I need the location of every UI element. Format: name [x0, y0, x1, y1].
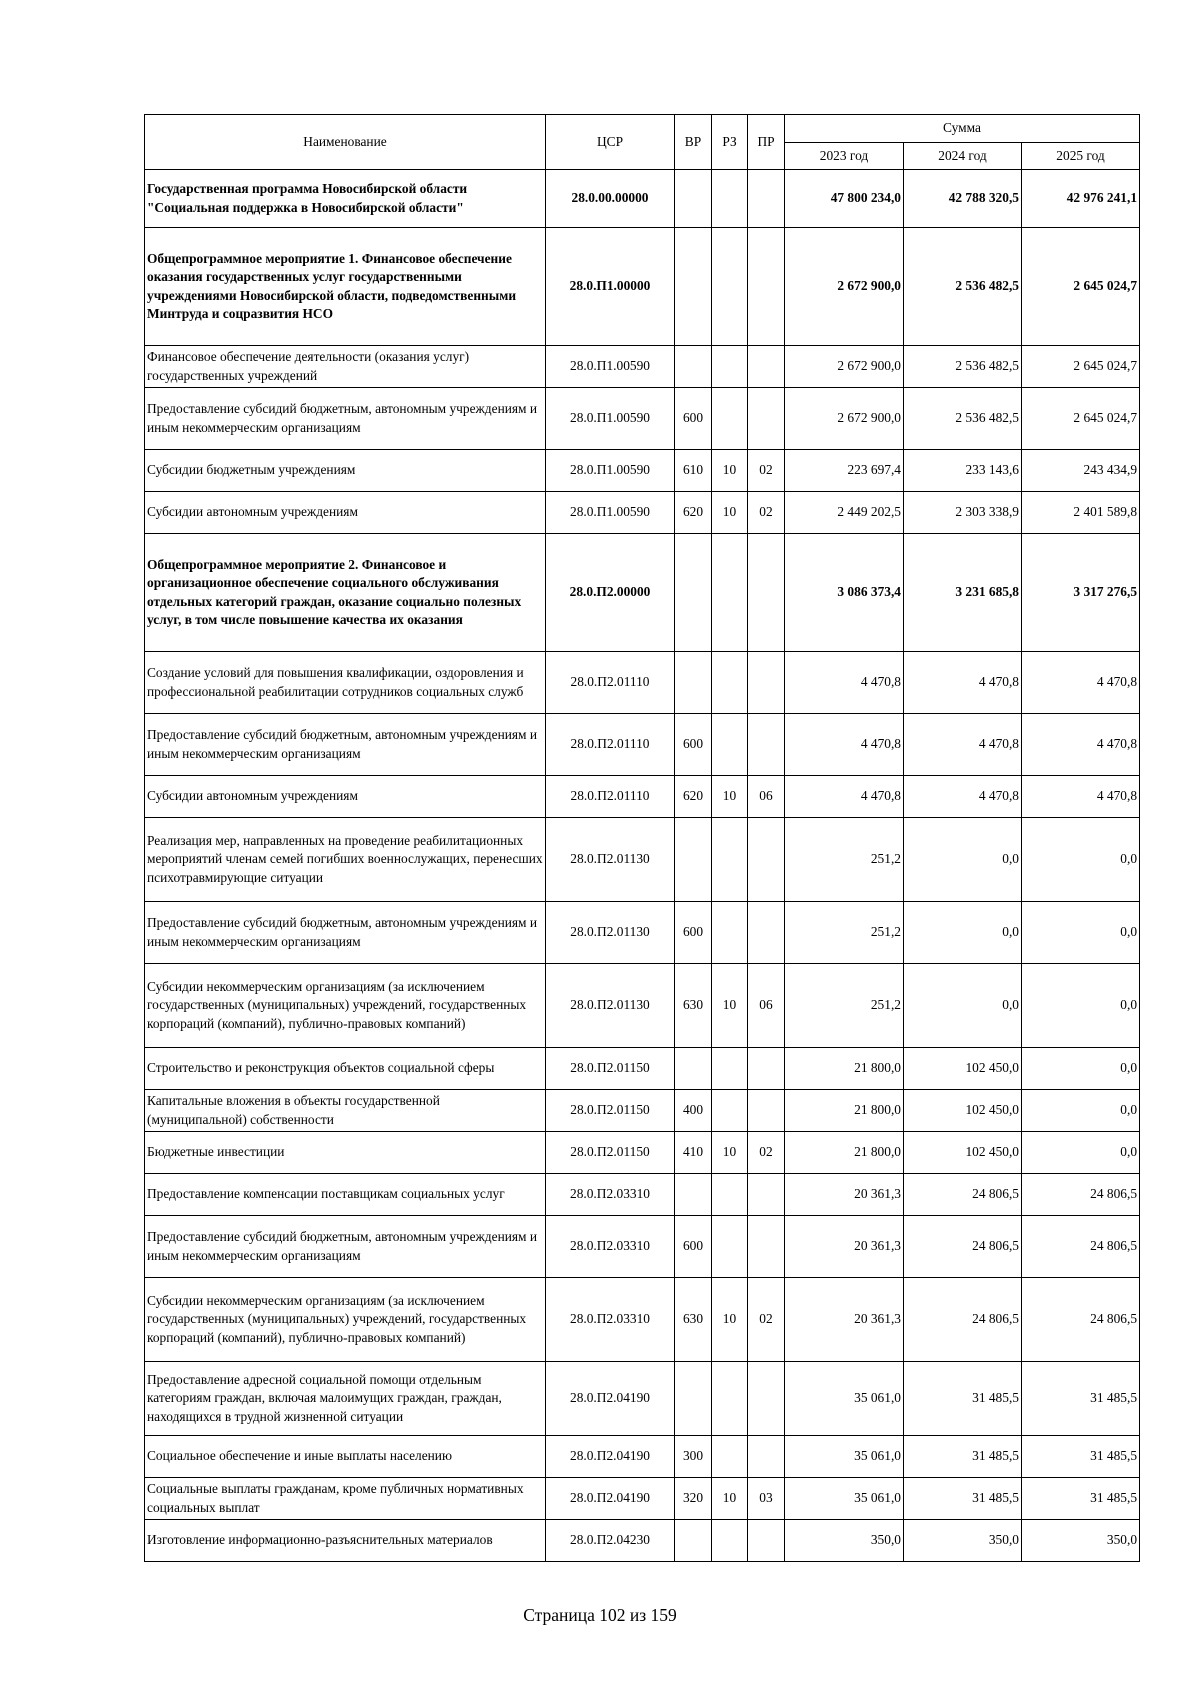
cell-2025: 0,0: [1022, 964, 1140, 1048]
cell-2025: 3 317 276,5: [1022, 534, 1140, 652]
cell-2023: 20 361,3: [785, 1278, 904, 1362]
cell-2025: 0,0: [1022, 1132, 1140, 1174]
cell-rz: 10: [712, 492, 748, 534]
cell-csr: 28.0.П2.04190: [546, 1436, 675, 1478]
cell-2023: 2 449 202,5: [785, 492, 904, 534]
cell-vr: 410: [675, 1132, 712, 1174]
cell-pr: 06: [748, 776, 785, 818]
cell-name: Предоставление субсидий бюджетным, автономным учреждениям и иным некоммерческим организациям: [145, 388, 546, 450]
page-number: Страница 102 из 159: [523, 1605, 677, 1625]
cell-pr: [748, 1090, 785, 1132]
cell-name: Государственная программа Новосибирской области "Социальная поддержка в Новосибирской области": [145, 170, 546, 228]
header-year-2025: 2025 год: [1022, 143, 1140, 170]
cell-2025: 0,0: [1022, 1048, 1140, 1090]
cell-csr: 28.0.П2.01130: [546, 902, 675, 964]
cell-csr: 28.0.00.00000: [546, 170, 675, 228]
cell-2025: 31 485,5: [1022, 1362, 1140, 1436]
table-row: [145, 1132, 1140, 1174]
cell-name: Предоставление субсидий бюджетным, автономным учреждениям и иным некоммерческим организациям: [145, 714, 546, 776]
cell-rz: [712, 1048, 748, 1090]
cell-name: Субсидии автономным учреждениям: [145, 776, 546, 818]
cell-2023: 2 672 900,0: [785, 228, 904, 346]
budget-body: [145, 170, 1140, 1562]
cell-name: Субсидии некоммерческим организациям (за исключением государственных (муниципальных) учреждений, государственных корпораций (компаний), публично-правовых компаний): [145, 1278, 546, 1362]
cell-csr: 28.0.П2.03310: [546, 1278, 675, 1362]
cell-2024: 0,0: [904, 818, 1022, 902]
cell-rz: [712, 1216, 748, 1278]
cell-vr: 630: [675, 1278, 712, 1362]
header-name: Наименование: [145, 115, 546, 170]
cell-vr: [675, 1048, 712, 1090]
cell-pr: [748, 346, 785, 388]
header-csr: ЦСР: [546, 115, 675, 170]
cell-rz: [712, 1436, 748, 1478]
cell-pr: 02: [748, 1132, 785, 1174]
cell-name: Социальное обеспечение и иные выплаты населению: [145, 1436, 546, 1478]
cell-vr: [675, 1362, 712, 1436]
cell-name: Предоставление субсидий бюджетным, автономным учреждениям и иным некоммерческим организациям: [145, 902, 546, 964]
cell-vr: 610: [675, 450, 712, 492]
cell-rz: [712, 388, 748, 450]
table-row: [145, 902, 1140, 964]
cell-2023: 4 470,8: [785, 776, 904, 818]
header-pr: ПР: [748, 115, 785, 170]
cell-pr: [748, 652, 785, 714]
header-year-2023: 2023 год: [785, 143, 904, 170]
cell-2024: 4 470,8: [904, 776, 1022, 818]
cell-2025: 2 645 024,7: [1022, 346, 1140, 388]
cell-vr: [675, 1174, 712, 1216]
cell-2023: 4 470,8: [785, 652, 904, 714]
cell-rz: [712, 228, 748, 346]
cell-csr: 28.0.П1.00590: [546, 450, 675, 492]
cell-csr: 28.0.П2.01110: [546, 652, 675, 714]
cell-2023: 251,2: [785, 902, 904, 964]
cell-2025: 4 470,8: [1022, 652, 1140, 714]
cell-vr: [675, 1520, 712, 1562]
cell-csr: 28.0.П2.01130: [546, 818, 675, 902]
cell-name: Субсидии бюджетным учреждениям: [145, 450, 546, 492]
cell-2024: 2 536 482,5: [904, 346, 1022, 388]
cell-pr: [748, 1436, 785, 1478]
cell-name: Бюджетные инвестиции: [145, 1132, 546, 1174]
cell-vr: [675, 652, 712, 714]
cell-2025: 350,0: [1022, 1520, 1140, 1562]
cell-csr: 28.0.П2.01130: [546, 964, 675, 1048]
cell-2023: 2 672 900,0: [785, 346, 904, 388]
cell-name: Общепрограммное мероприятие 2. Финансовое и организационное обеспечение социального обслуживания отдельных категорий граждан, оказание социально полезных услуг, в том числе повышение качества их оказания: [145, 534, 546, 652]
table-row: [145, 964, 1140, 1048]
cell-csr: 28.0.П2.03310: [546, 1216, 675, 1278]
cell-rz: [712, 346, 748, 388]
table-row: [145, 714, 1140, 776]
cell-2023: 3 086 373,4: [785, 534, 904, 652]
cell-2023: 20 361,3: [785, 1216, 904, 1278]
cell-rz: [712, 1362, 748, 1436]
cell-rz: 10: [712, 776, 748, 818]
cell-vr: 400: [675, 1090, 712, 1132]
cell-name: Капитальные вложения в объекты государственной (муниципальной) собственности: [145, 1090, 546, 1132]
cell-2024: 2 536 482,5: [904, 228, 1022, 346]
cell-csr: 28.0.П2.04190: [546, 1478, 675, 1520]
cell-name: Предоставление субсидий бюджетным, автономным учреждениям и иным некоммерческим организациям: [145, 1216, 546, 1278]
cell-pr: [748, 1216, 785, 1278]
cell-rz: 10: [712, 1478, 748, 1520]
table-row: [145, 1048, 1140, 1090]
cell-csr: 28.0.П2.01150: [546, 1048, 675, 1090]
cell-2024: 42 788 320,5: [904, 170, 1022, 228]
cell-2025: 2 645 024,7: [1022, 228, 1140, 346]
cell-pr: [748, 1520, 785, 1562]
header-year-2024: 2024 год: [904, 143, 1022, 170]
cell-2025: 31 485,5: [1022, 1436, 1140, 1478]
cell-2024: 24 806,5: [904, 1216, 1022, 1278]
cell-pr: [748, 714, 785, 776]
cell-csr: 28.0.П2.00000: [546, 534, 675, 652]
cell-pr: [748, 818, 785, 902]
cell-rz: [712, 818, 748, 902]
cell-pr: [748, 902, 785, 964]
cell-2024: 31 485,5: [904, 1362, 1022, 1436]
cell-pr: 06: [748, 964, 785, 1048]
cell-2023: 251,2: [785, 964, 904, 1048]
cell-name: Предоставление компенсации поставщикам социальных услуг: [145, 1174, 546, 1216]
cell-name: Субсидии автономным учреждениям: [145, 492, 546, 534]
cell-name: Создание условий для повышения квалификации, оздоровления и профессиональной реабилитации сотрудников социальных служб: [145, 652, 546, 714]
cell-rz: [712, 714, 748, 776]
cell-pr: [748, 170, 785, 228]
cell-2024: 102 450,0: [904, 1090, 1022, 1132]
cell-csr: 28.0.П2.01150: [546, 1090, 675, 1132]
cell-2024: 0,0: [904, 964, 1022, 1048]
table-row: [145, 1362, 1140, 1436]
cell-rz: [712, 1090, 748, 1132]
table-row: [145, 346, 1140, 388]
cell-name: Предоставление адресной социальной помощи отдельным категориям граждан, включая малоимущих граждан, граждан, находящихся в трудной жизненной ситуации: [145, 1362, 546, 1436]
header-vr: ВР: [675, 115, 712, 170]
cell-2023: 47 800 234,0: [785, 170, 904, 228]
cell-2023: 223 697,4: [785, 450, 904, 492]
table-row: [145, 818, 1140, 902]
table-row: [145, 652, 1140, 714]
cell-2024: 24 806,5: [904, 1174, 1022, 1216]
cell-vr: [675, 818, 712, 902]
cell-pr: [748, 534, 785, 652]
table-row: [145, 1216, 1140, 1278]
cell-csr: 28.0.П2.04190: [546, 1362, 675, 1436]
table-row: [145, 388, 1140, 450]
cell-rz: [712, 170, 748, 228]
cell-csr: 28.0.П1.00590: [546, 388, 675, 450]
cell-2024: 31 485,5: [904, 1436, 1022, 1478]
table-row: [145, 492, 1140, 534]
cell-2025: 0,0: [1022, 818, 1140, 902]
cell-rz: [712, 902, 748, 964]
cell-2025: 4 470,8: [1022, 776, 1140, 818]
cell-vr: [675, 346, 712, 388]
cell-csr: 28.0.П1.00590: [546, 346, 675, 388]
cell-vr: 600: [675, 902, 712, 964]
cell-2024: 3 231 685,8: [904, 534, 1022, 652]
cell-name: Реализация мер, направленных на проведение реабилитационных мероприятий членам семей погибших военнослужащих, перенесших психотравмирующие ситуации: [145, 818, 546, 902]
cell-2024: 102 450,0: [904, 1132, 1022, 1174]
cell-2023: 35 061,0: [785, 1362, 904, 1436]
cell-pr: [748, 1362, 785, 1436]
cell-pr: 02: [748, 450, 785, 492]
cell-2025: 24 806,5: [1022, 1174, 1140, 1216]
table-row: [145, 1174, 1140, 1216]
table-row: [145, 228, 1140, 346]
header-sum: Сумма: [785, 115, 1140, 143]
table-row: [145, 1520, 1140, 1562]
table-row: [145, 1278, 1140, 1362]
header-rz: РЗ: [712, 115, 748, 170]
cell-2025: 42 976 241,1: [1022, 170, 1140, 228]
cell-2024: 2 303 338,9: [904, 492, 1022, 534]
cell-vr: 620: [675, 776, 712, 818]
cell-2024: 233 143,6: [904, 450, 1022, 492]
cell-rz: [712, 534, 748, 652]
budget-table: [144, 114, 1140, 1562]
cell-rz: 10: [712, 450, 748, 492]
cell-csr: 28.0.П2.03310: [546, 1174, 675, 1216]
cell-2024: 350,0: [904, 1520, 1022, 1562]
cell-2024: 31 485,5: [904, 1478, 1022, 1520]
cell-csr: 28.0.П2.01110: [546, 776, 675, 818]
cell-name: Социальные выплаты гражданам, кроме публичных нормативных социальных выплат: [145, 1478, 546, 1520]
cell-vr: [675, 534, 712, 652]
cell-csr: 28.0.П1.00000: [546, 228, 675, 346]
cell-2025: 243 434,9: [1022, 450, 1140, 492]
cell-2023: 21 800,0: [785, 1132, 904, 1174]
cell-vr: 600: [675, 714, 712, 776]
cell-rz: [712, 1520, 748, 1562]
cell-vr: 620: [675, 492, 712, 534]
cell-csr: 28.0.П2.04230: [546, 1520, 675, 1562]
cell-csr: 28.0.П1.00590: [546, 492, 675, 534]
cell-name: Строительство и реконструкция объектов социальной сферы: [145, 1048, 546, 1090]
cell-2023: 251,2: [785, 818, 904, 902]
cell-pr: [748, 1174, 785, 1216]
cell-name: Субсидии некоммерческим организациям (за исключением государственных (муниципальных) учреждений, государственных корпораций (компаний), публично-правовых компаний): [145, 964, 546, 1048]
cell-2023: 21 800,0: [785, 1048, 904, 1090]
cell-2024: 2 536 482,5: [904, 388, 1022, 450]
cell-2023: 2 672 900,0: [785, 388, 904, 450]
cell-2024: 24 806,5: [904, 1278, 1022, 1362]
cell-2025: 24 806,5: [1022, 1278, 1140, 1362]
cell-pr: 03: [748, 1478, 785, 1520]
table-row: [145, 1478, 1140, 1520]
cell-2025: 2 401 589,8: [1022, 492, 1140, 534]
table-row: [145, 1090, 1140, 1132]
cell-2024: 4 470,8: [904, 652, 1022, 714]
cell-vr: 600: [675, 1216, 712, 1278]
cell-name: Общепрограммное мероприятие 1. Финансовое обеспечение оказания государственных услуг государственными учреждениями Новосибирской области, подведомственными Минтруда и соцразвития НСО: [145, 228, 546, 346]
cell-rz: 10: [712, 964, 748, 1048]
cell-2025: 2 645 024,7: [1022, 388, 1140, 450]
cell-vr: 300: [675, 1436, 712, 1478]
cell-2025: 31 485,5: [1022, 1478, 1140, 1520]
cell-name: Изготовление информационно-разъяснительных материалов: [145, 1520, 546, 1562]
cell-2024: 0,0: [904, 902, 1022, 964]
cell-pr: [748, 228, 785, 346]
cell-2023: 350,0: [785, 1520, 904, 1562]
header-row-top: [145, 115, 1140, 143]
cell-vr: [675, 228, 712, 346]
cell-name: Финансовое обеспечение деятельности (оказания услуг) государственных учреждений: [145, 346, 546, 388]
table-row: [145, 776, 1140, 818]
cell-2023: 4 470,8: [785, 714, 904, 776]
cell-2023: 21 800,0: [785, 1090, 904, 1132]
table-row: [145, 170, 1140, 228]
cell-pr: 02: [748, 1278, 785, 1362]
cell-pr: [748, 388, 785, 450]
cell-vr: 630: [675, 964, 712, 1048]
cell-2024: 4 470,8: [904, 714, 1022, 776]
table-row: [145, 450, 1140, 492]
cell-rz: 10: [712, 1132, 748, 1174]
cell-2023: 35 061,0: [785, 1478, 904, 1520]
cell-vr: 600: [675, 388, 712, 450]
cell-rz: [712, 652, 748, 714]
cell-csr: 28.0.П2.01110: [546, 714, 675, 776]
cell-2025: 24 806,5: [1022, 1216, 1140, 1278]
table-row: [145, 534, 1140, 652]
cell-2024: 102 450,0: [904, 1048, 1022, 1090]
cell-2025: 4 470,8: [1022, 714, 1140, 776]
cell-csr: 28.0.П2.01150: [546, 1132, 675, 1174]
cell-2023: 20 361,3: [785, 1174, 904, 1216]
cell-rz: 10: [712, 1278, 748, 1362]
table-row: [145, 1436, 1140, 1478]
cell-2025: 0,0: [1022, 902, 1140, 964]
cell-vr: 320: [675, 1478, 712, 1520]
cell-pr: 02: [748, 492, 785, 534]
cell-rz: [712, 1174, 748, 1216]
cell-pr: [748, 1048, 785, 1090]
cell-2025: 0,0: [1022, 1090, 1140, 1132]
cell-2023: 35 061,0: [785, 1436, 904, 1478]
cell-vr: [675, 170, 712, 228]
